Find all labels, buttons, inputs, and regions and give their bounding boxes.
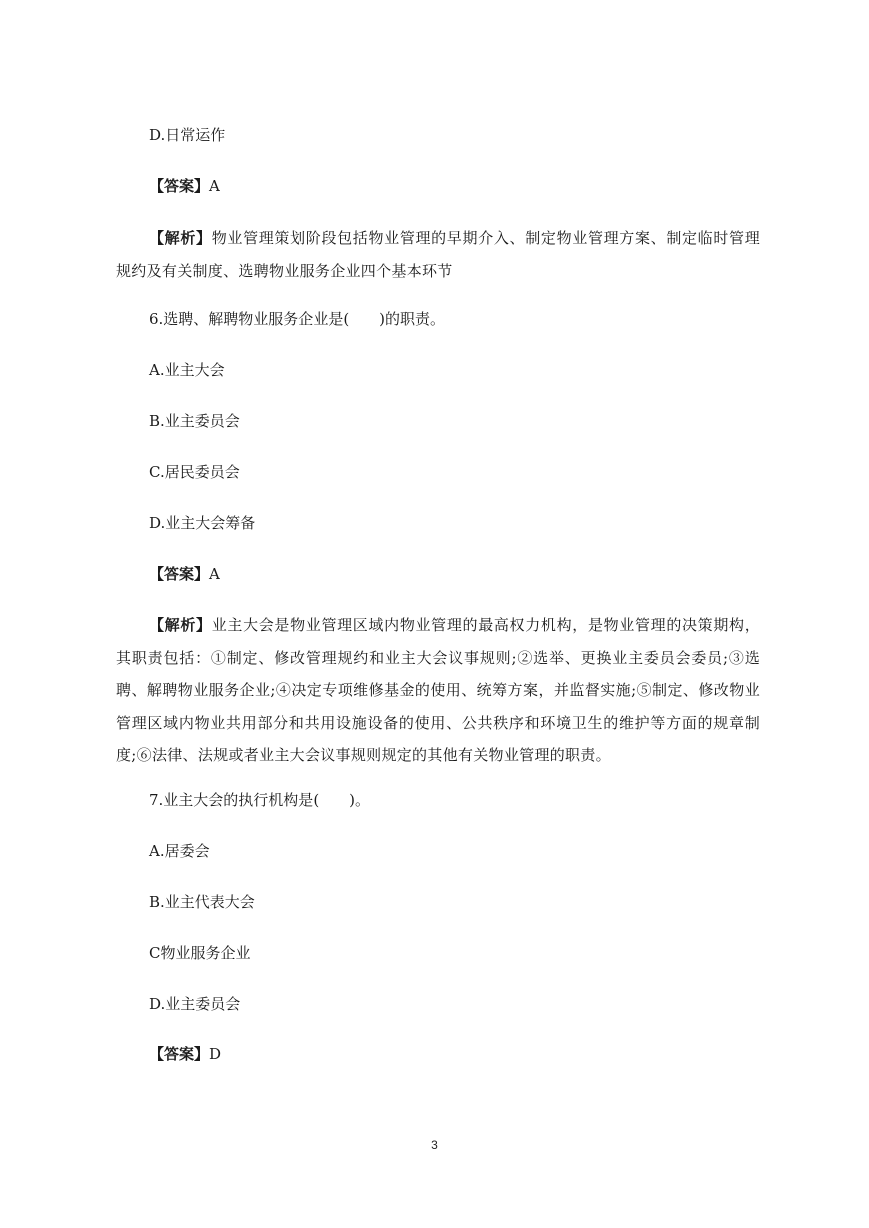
prev-option-d: D.日常运作 [149, 126, 226, 144]
q6-answer [149, 563, 220, 585]
q7-option-a: A.居委会 [149, 842, 210, 860]
q7-option-c: C物业服务企业 [149, 944, 251, 962]
q6-question: 6.选聘、解聘物业服务企业是( )的职责。 [149, 310, 446, 328]
analysis-label: 【解析】 [149, 616, 212, 634]
q6-option-c: C.居民委员会 [149, 463, 240, 481]
q6-option-b: B.业主委员会 [149, 412, 240, 430]
q6-analysis [116, 609, 760, 772]
page-number: 3 [431, 1138, 438, 1152]
analysis-label: 【解析】 [149, 229, 212, 247]
q7-option-d: D.业主委员会 [149, 995, 241, 1013]
q5-analysis [116, 222, 760, 287]
answer-value: A [209, 565, 220, 583]
q6-option-a: A.业主大会 [149, 361, 225, 379]
answer-label: 【答案】 [149, 1045, 210, 1063]
q6-option-d: D.业主大会筹备 [149, 514, 256, 532]
analysis-text: 业主大会是物业管理区域内物业管理的最高权力机构，是物业管理的决策期构，其职责包括：①制定、修改管理规约和业主大会议事规则;②选举、更换业主委员会委员;③选聘、解聘物业服务企业;④决定专项维修基金的使用、统筹方案，并监督实施;⑤制定、修改物业管理区域内物业共用部分和共用设施设备的使用、公共秩序和环境卫生的维护等方面的规章制度;⑥法律、法规或者业主大会议事规则规定的其他有关物业管理的职责。 [116, 616, 761, 764]
answer-label: 【答案】 [149, 177, 210, 195]
q7-answer [149, 1043, 221, 1065]
analysis-text: 物业管理策划阶段包括物业管理的早期介入、制定物业管理方案、制定临时管理规约及有关制度、选聘物业服务企业四个基本环节 [116, 229, 761, 280]
q7-question: 7.业主大会的执行机构是( )。 [149, 791, 371, 809]
q5-answer [149, 175, 220, 197]
answer-value: D [209, 1045, 222, 1063]
q7-option-b: B.业主代表大会 [149, 893, 255, 911]
answer-value: A [209, 177, 220, 195]
answer-label: 【答案】 [149, 565, 210, 583]
